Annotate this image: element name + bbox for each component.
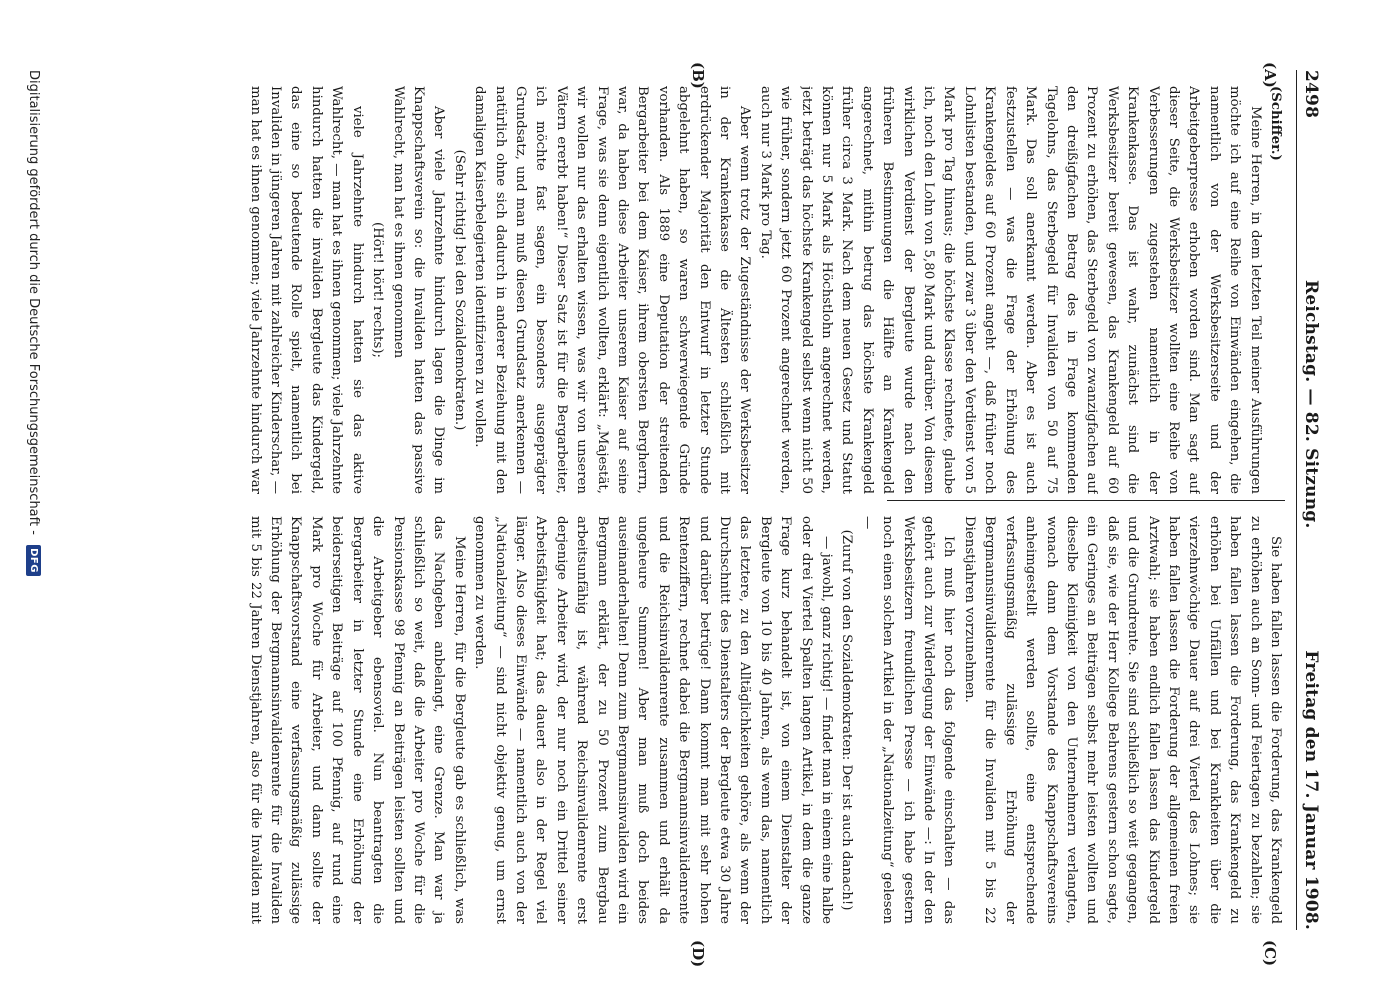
paragraph: viele Jahrzehnte hindurch hatten sie das aktive Wahlrecht, — man hat es ihnen genommen; viele Jahrzehnte hindurch hatten die invaliden Bergleute das Kindergeld, das eine so bedeutende Rolle spielt, namentlich bei Invaliden in jüngeren Jahren mit zahlreicher Kinderschar, — man hat es ihnen genommen; viele Jahrzehnte hindurch war <box>247 86 365 494</box>
interjection: (Sehr richtig! bei den Sozialdemokraten.) <box>451 149 467 431</box>
right-text-column <box>245 516 1285 924</box>
session-title: Reichstag. — 82. Sitzung. <box>1301 280 1321 529</box>
margin-marker-c: (C) <box>1261 940 1279 967</box>
digitization-footer <box>19 70 41 930</box>
paragraph: Ich muß hier noch das folgende einschalten — das gehört auch zur Widerlegung der Einwände —: In der den Werksbesitzern freundlichen Presse — ich habe gestern noch einen solchen Artikel in der „Nationalzeitung“ gelesen — <box>859 516 957 924</box>
page-header <box>1295 70 1321 930</box>
left-text-column <box>245 86 1285 494</box>
margin-marker-b: (B) <box>689 62 707 89</box>
interjection: (Zuruf von den Sozialdemokraten: Der ist auch danach!) <box>839 529 855 911</box>
session-date: Freitag den 17. Januar 1908. <box>1301 650 1321 930</box>
paragraph: — jawohl, ganz richtig! — findet man in einem eine halbe oder drei Viertel Spalten langen Artikel, in dem die ganze Frage kurz behandelt ist, von einem Dienstalter der Bergleute von 10 bis 40 Jahren, als wenn das, namentlich das letztere, zu den Alltäglichkeiten gehöre, als wenn der Durchschnitt des Dienstalters der Bergleute etwa 30 Jahre und darüber betrüge! Dann kommt man mit sehr hohen Rentenziffern, rechnet dabei die Bergmannsinvalidenrente und die Reichsinvalidenrente zusammen und erhält da ungeheure Summen! Aber man muß doch beides auseinanderhalten! Denn zum Bergmannsinvaliden wird ein Bergmann erklärt, der zu 50 Prozent zum Bergbau arbeitsunfähig ist, während Reichsinvalidenrente erst derjenige Arbeiter wird, der nur noch ein Drittel seiner Arbeitsfähigkeit hat; das dauert also in der Regel viel länger. Also dieses Einwände — namentlich auch von der „Nationalzeitung“ — sind nicht objektiv genug, um ernst genommen zu werden. <box>472 516 835 924</box>
paragraph: Aber wenn trotz der Zugeständnisse der Werksbesitzer in der Krankenkasse die Ältesten schließlich mit erdrückender Majorität den Entwurf in letzter Stunde abgelehnt haben, so waren schwerwiegende Gründe vorhanden. Als 1889 eine Deputation der streitenden Bergarbeiter bei dem Kaiser, ihrem obersten Bergherrn, war, da haben diese Arbeiter unserem Kaiser auf seine Frage, was sie denn eigentlich wollten, erklärt: „Majestät, wir wollen nur das erhalten wissen, was wir von unseren Vätern ererbt haben!“ Dieser Satz ist für die Bergarbeiter, ich möchte fast sagen, ein besonders ausgeprägter Grundsatz, und man muß diesen Grundsatz anerkennen — natürlich ohne sich dadurch in anderer Beziehung mit den damaligen Kaiserbelegierten identifizieren zu wollen. <box>472 86 753 494</box>
dfg-logo: DFG <box>26 545 41 576</box>
header-rule <box>1296 70 1297 930</box>
column-divider <box>887 500 1285 501</box>
margin-marker-a: (A) <box>1261 62 1279 88</box>
interjection: (Hört! hört! rechts); <box>370 222 386 358</box>
footer-text: Digitalisierung gefördert durch die Deutsche Forschungsgemeinschaft - <box>26 70 41 535</box>
paragraph: Meine Herren, in dem letzten Teil meiner Ausführungen möchte ich auf eine Reihe von Einwänden eingehen, die namentlich von der Werksbesitzerseite und der Arbeitgeberpresse erhoben worden sind. Man sagt auf dieser Seite, die Werksbesitzer wollten eine Reihe von Verbesserungen zugestehen namentlich in der Krankenkasse. Das ist wahr, zunächst sind die Werksbesitzer bereit gewesen, das Krankengeld auf 60 Prozent zu erhöhen, das Sterbegeld von zwanzigfachen auf den dreißigfachen Betrag des in Frage kommenden Tagelohns, das Sterbegeld für Invaliden von 50 auf 75 Mark. Das soll anerkannt werden. Aber es ist auch festzustellen — was die Frage der Erhöhung des Krankengeldes auf 60 Prozent angeht —, daß früher noch Lohnlisten bestanden, und zwar 3 über den Verdienst von 5 Mark pro Tag hinaus; die höchste Klasse rechnete, glaube ich, noch den Lohn von 5,80 Mark und darüber. Von diesem wirklichen Verdienst der Bergleute wurde nach den früheren Bestimmungen die Hälfte an Krankengeld angerechnet, mithin betrug das höchste Krankengeld früher circa 3 Mark. Nach dem neuen Gesetz und Statut können nur 5 Mark als Höchstlohn angerechnet werden, jetzt beträgt das höchste Krankengeld selbst wenn nicht 50 wie früher, sondern jetzt 60 Prozent angerechnet werden, auch nur 3 Mark pro Tag. <box>757 86 1263 494</box>
paragraph: Sie haben fallen lassen die Forderung, das Krankengeld zu erhöhen auch an Sonn- und Feiertagen zu bezahlen; sie haben fallen lassen die Forderung, das Krankengeld zu erhöhen bei Unfällen und bei Krankheiten über die vierzehnwöchige Dauer auf drei Viertel des Lohnes; sie haben fallen lassen die Forderung der allgemeinen freien Arztwahl; sie haben endlich fallen lassen das Kindergeld und die Grundrente. Sie sind schließlich so weit gegangen, daß sie, wie der Herr Kollege Behrens gestern schon sagte, ein Geringes an Beiträgen selbst mehr leisten wollten und dieselbe Kleinigkeit von den Unternehmern verlangten, wonach dann dem Vorstande des Knappschaftsvereins anheimgestellt werden sollte, eine entsprechende verfassungsmäßig zulässige Erhöhung der Bergmannsinvalidenrente für die Invaliden mit 5 bis 22 Dienstjahren vorzunehmen. <box>961 516 1283 924</box>
paragraph: Meine Herren, für die Bergleute gab es schließlich, was das Nachgeben anbelangt, eine Grenze. Man war ja schließlich so weit, daß die Arbeiter pro Woche für die Pensionskasse 98 Pfennig an Beiträgen leisten sollten und die Arbeitgeber ebensoviel. Nun beantragten die Bergarbeiter in letzter Stunde eine Erhöhung der beiderseitigen Beiträge auf 100 Pfennig, auf rund eine Mark pro Woche für Arbeiter, und dann sollte der Knappschaftsvorstand eine verfassungsmäßig zulässige Erhöhung der Bergmannsinvalidenrente für die Invaliden mit 5 bis 22 Jahren Dienstjahren, also für die Invaliden mit <box>247 516 467 924</box>
speaker-name: (Schiffer.) <box>1268 86 1283 161</box>
page-number: 2498 <box>1301 70 1321 119</box>
margin-marker-d: (D) <box>689 940 707 968</box>
paragraph: Aber viele Jahrzehnte hindurch lagen die Dinge im Knappschaftsverein so: die Invaliden hatten das passive Wahlrecht, man hat es ihnen genommen <box>390 86 447 494</box>
